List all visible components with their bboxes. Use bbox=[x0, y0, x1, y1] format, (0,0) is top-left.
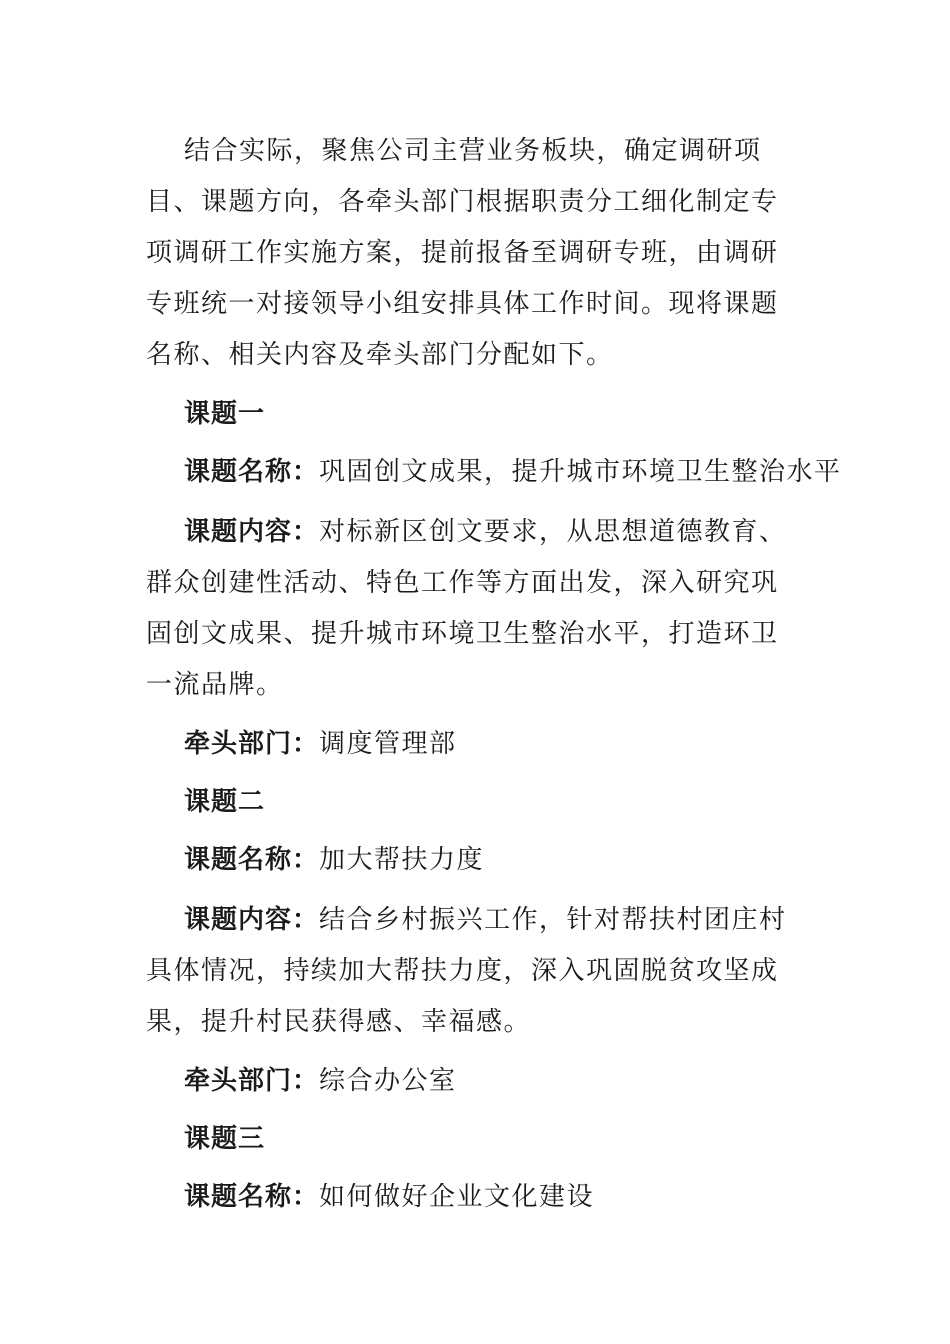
topic-2-dept: 综合办公室 bbox=[319, 1066, 457, 1096]
topic-name-label: 课题名称： bbox=[184, 457, 320, 487]
topic-2-dept-line bbox=[146, 1052, 802, 1110]
topic-3-name: 如何做好企业文化建设 bbox=[319, 1182, 595, 1212]
topic-1-content: 对标新区创文要求，从思想道德教育、群众创建性活动、特色工作等方面出发，深入研究巩固创文成果、提升城市环境卫生整治水平，打造环卫一流品牌。 bbox=[146, 517, 787, 700]
topic-1-name-line bbox=[146, 443, 842, 501]
topic-1-content-paragraph bbox=[146, 507, 802, 711]
topic-2-name-line bbox=[146, 831, 802, 889]
topic-dept-label: 牵头部门： bbox=[184, 729, 320, 759]
topic-content-label: 课题内容： bbox=[184, 517, 320, 547]
topic-2-content-paragraph bbox=[146, 895, 802, 1048]
topic-1-name: 巩固创文成果，提升城市环境卫生整治水平 bbox=[319, 457, 842, 487]
topic-3-name-line bbox=[146, 1168, 802, 1226]
topic-2-name: 加大帮扶力度 bbox=[319, 845, 485, 875]
topic-heading bbox=[146, 773, 802, 831]
topic-heading bbox=[146, 385, 802, 443]
topic-2-heading: 课题二 bbox=[184, 787, 266, 817]
topic-2-content: 结合乡村振兴工作，针对帮扶村团庄村具体情况，持续加大帮扶力度，深入巩固脱贫攻坚成果，提升村民获得感、幸福感。 bbox=[146, 905, 787, 1037]
topic-name-label: 课题名称： bbox=[184, 1182, 320, 1212]
topic-1-dept: 调度管理部 bbox=[319, 729, 457, 759]
topic-content-label: 课题内容： bbox=[184, 905, 320, 935]
topic-dept-label: 牵头部门： bbox=[184, 1066, 320, 1096]
topic-1-heading: 课题一 bbox=[184, 399, 266, 429]
topic-name-label: 课题名称： bbox=[184, 845, 320, 875]
document-body bbox=[146, 126, 842, 1226]
topic-heading bbox=[146, 1110, 802, 1168]
topic-1-dept-line bbox=[146, 715, 802, 773]
intro-paragraph: 结合实际，聚焦公司主营业务板块，确定调研项目、课题方向，各牵头部门根据职责分工细化制定专项调研工作实施方案，提前报备至调研专班，由调研专班统一对接领导小组安排具体工作时间。现将课题名称、相关内容及牵头部门分配如下。 bbox=[146, 136, 779, 370]
topic-3-heading: 课题三 bbox=[184, 1124, 266, 1154]
